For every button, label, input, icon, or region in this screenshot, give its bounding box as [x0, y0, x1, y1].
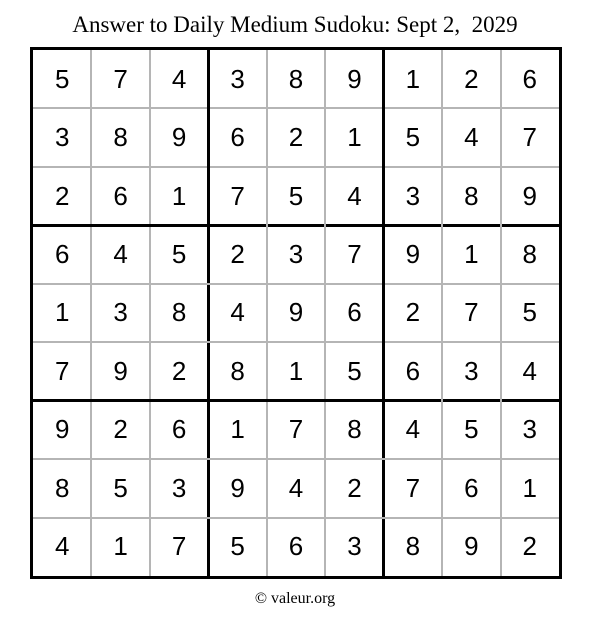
sudoku-cell: 2	[405, 297, 421, 328]
sudoku-cell: 6	[113, 180, 128, 211]
sudoku-cell: 4	[288, 472, 304, 503]
sudoku-cell: 2	[113, 414, 128, 445]
sudoku-cell: 6	[230, 122, 245, 153]
sudoku-cell: 4	[54, 531, 70, 562]
sudoku-cell: 7	[230, 180, 245, 211]
sudoku-cell: 9	[230, 472, 245, 503]
sudoku-cell: 8	[171, 297, 187, 328]
sudoku-cell: 4	[113, 239, 128, 270]
sudoku-cell: 1	[171, 180, 187, 211]
sudoku-cell: 9	[347, 63, 362, 94]
sudoku-cell: 8	[347, 414, 362, 445]
sudoku-cell: 3	[405, 180, 421, 211]
sudoku-cell: 2	[522, 531, 537, 562]
sudoku-cell: 9	[171, 122, 187, 153]
sudoku-cell: 8	[288, 63, 304, 94]
sudoku-cell: 1	[405, 63, 421, 94]
sudoku-cell: 1	[113, 531, 128, 562]
sudoku-cell: 8	[113, 122, 128, 153]
sudoku-cell: 5	[113, 472, 128, 503]
sudoku-cell: 8	[464, 180, 479, 211]
sudoku-cell: 6	[54, 239, 70, 270]
sudoku-board	[30, 47, 562, 579]
sudoku-cell: 1	[288, 355, 304, 386]
sudoku-cell: 9	[464, 531, 479, 562]
sudoku-cell: 2	[54, 180, 70, 211]
sudoku-cell: 1	[464, 239, 479, 270]
sudoku-cell: 6	[464, 472, 479, 503]
sudoku-cell: 6	[522, 63, 537, 94]
sudoku-cell: 3	[288, 239, 304, 270]
sudoku-cell: 3	[113, 297, 128, 328]
sudoku-cell: 4	[230, 297, 245, 328]
sudoku-cell: 1	[230, 414, 245, 445]
sudoku-cell: 8	[230, 355, 245, 386]
sudoku-cell: 2	[347, 472, 362, 503]
sudoku-cell: 9	[522, 180, 537, 211]
sudoku-cell: 4	[405, 414, 421, 445]
page-title: Answer to Daily Medium Sudoku: Sept 2, 2029	[72, 12, 518, 37]
sudoku-cell: 7	[54, 355, 70, 386]
sudoku-cell: 6	[405, 355, 421, 386]
sudoku-cell: 4	[347, 180, 362, 211]
sudoku-cell: 1	[347, 122, 362, 153]
sudoku-cell: 7	[347, 239, 362, 270]
sudoku-cell: 9	[54, 414, 70, 445]
sudoku-cell: 2	[230, 239, 245, 270]
sudoku-cell: 8	[405, 531, 421, 562]
sudoku-cell: 5	[230, 531, 245, 562]
sudoku-cell: 3	[464, 355, 479, 386]
sudoku-cell: 3	[171, 472, 187, 503]
sudoku-cell: 2	[464, 63, 479, 94]
sudoku-cell: 7	[405, 472, 421, 503]
sudoku-cell: 8	[54, 472, 70, 503]
copyright-footer: © valeur.org	[254, 590, 336, 607]
sudoku-cell: 3	[54, 122, 70, 153]
sudoku-cell: 2	[288, 122, 304, 153]
sudoku-cell: 7	[522, 122, 537, 153]
sudoku-cell: 5	[288, 180, 304, 211]
sudoku-cell: 9	[113, 355, 128, 386]
sudoku-cell: 5	[54, 63, 70, 94]
sudoku-cell: 1	[54, 297, 70, 328]
sudoku-cell: 5	[464, 414, 479, 445]
sudoku-cell: 3	[347, 531, 362, 562]
sudoku-cell: 8	[522, 239, 537, 270]
sudoku-cell: 7	[288, 414, 304, 445]
sudoku-cell: 9	[288, 297, 304, 328]
sudoku-cell: 5	[405, 122, 421, 153]
sudoku-cell: 9	[405, 239, 421, 270]
sudoku-cell: 7	[171, 531, 187, 562]
sudoku-cell: 5	[171, 239, 187, 270]
sudoku-cell: 6	[171, 414, 187, 445]
sudoku-cell: 1	[522, 472, 537, 503]
sudoku-cell: 6	[288, 531, 304, 562]
sudoku-cell: 3	[522, 414, 537, 445]
sudoku-cell: 7	[464, 297, 479, 328]
sudoku-cell: 5	[522, 297, 537, 328]
sudoku-cell: 7	[113, 63, 128, 94]
sudoku-cell: 4	[171, 63, 187, 94]
sudoku-cell: 5	[347, 355, 362, 386]
sudoku-cell: 3	[230, 63, 245, 94]
sudoku-cell: 6	[347, 297, 362, 328]
sudoku-cell: 4	[464, 122, 479, 153]
sudoku-cell: 2	[171, 355, 187, 386]
sudoku-cell: 4	[522, 355, 537, 386]
